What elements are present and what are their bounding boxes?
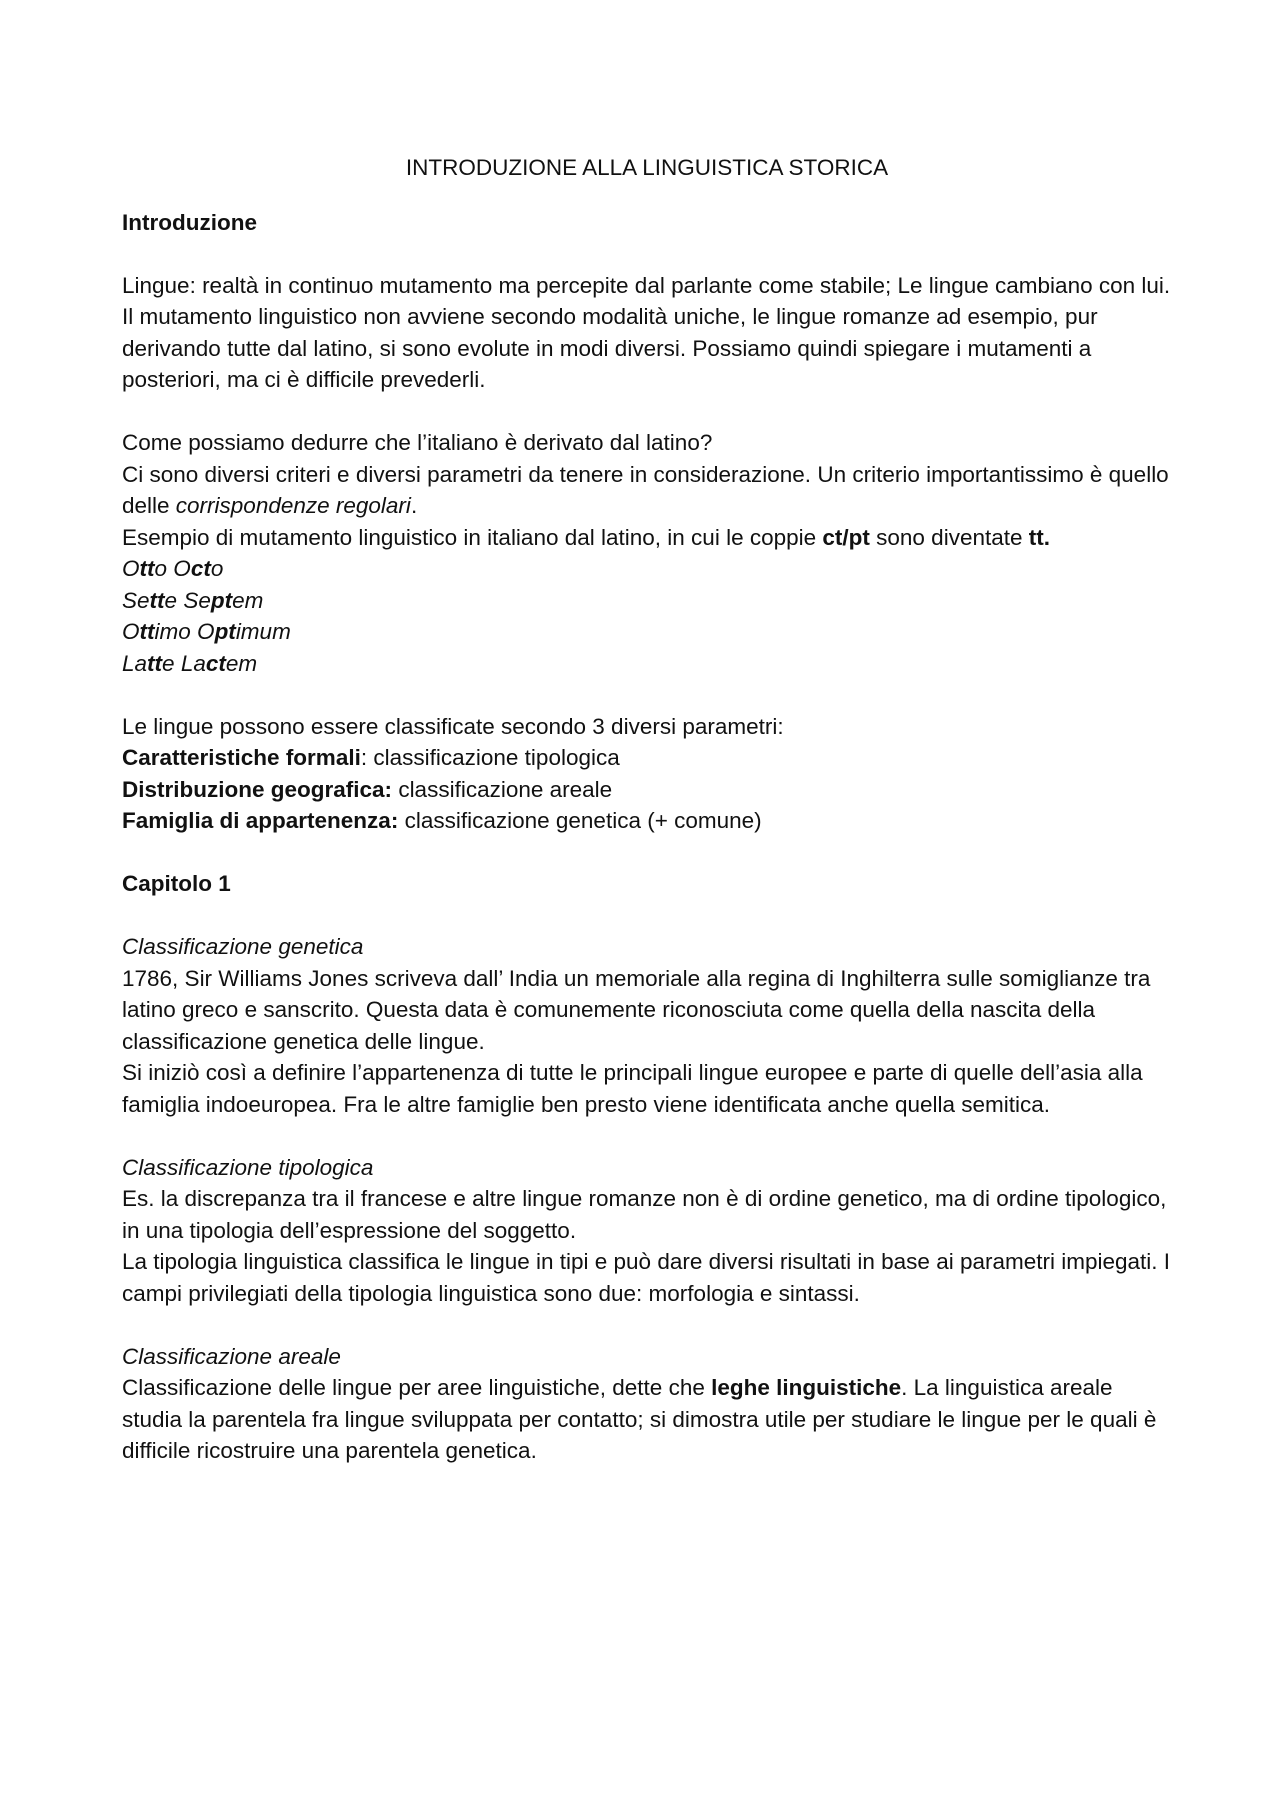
example-row: Otto Octo [122,556,224,581]
parameter-row: Caratteristiche formali: classificazione tipologica [122,745,620,770]
paragraph: 1786, Sir Williams Jones scriveva dall’ India un memoriale alla regina di Inghilterra sulle somiglianze tra latino greco e sanscrito. Questa data è comunemente riconosciuta come quella della nascita della classificazione genetica delle lingue. [122,965,1151,1054]
bold-term: leghe linguistiche [711,1375,902,1400]
paragraph: Esempio di mutamento linguistico in italiano dal latino, in cui le coppie ct/pt sono diventate tt. [122,524,1051,550]
document-page [122,152,1172,1467]
paragraph: Si iniziò così a definire l’appartenenza di tutte le principali lingue europee e parte di quelle dell’asia alla famiglia indoeuropea. Fra le altre famiglie ben presto viene identificata anche quella semitica. [122,1060,1143,1117]
document-title: INTRODUZIONE ALLA LINGUISTICA STORICA [405,155,889,180]
bold-term: ct/pt [822,524,870,550]
paragraph: Lingue: realtà in continuo mutamento ma percepite dal parlante come stabile; Le lingue cambiano con lui. [122,272,1171,298]
paragraph: Come possiamo dedurre che l’italiano è derivato dal latino? [122,430,713,455]
parameter-row: Famiglia di appartenenza: classificazione genetica (+ comune) [122,808,762,833]
paragraph: Classificazione delle lingue per aree linguistiche, dette che leghe linguistiche. La linguistica areale studia la parentela fra lingue sviluppata per contatto; si dimostra utile per studiare le lingue per le quali è difficile ricostruire una parentela genetica. [122,1375,1157,1463]
paragraph: Ci sono diversi criteri e diversi parametri da tenere in considerazione. Un criterio importantissimo è quello delle corrispondenze regolari. [122,461,1169,518]
subsection-title-genetica: Classificazione genetica [122,934,364,959]
parameter-list [122,742,1172,837]
subsection-title-tipologica: Classificazione tipologica [122,1154,374,1180]
bold-term: tt. [1028,524,1051,550]
example-row: Ottimo Optimum [122,619,291,644]
parameter-row: Distribuzione geografica: classificazione areale [122,776,613,802]
paragraph: Le lingue possono essere classificate secondo 3 diversi parametri: [122,713,784,739]
paragraph: Es. la discrepanza tra il francese e altre lingue romanze non è di ordine genetico, ma di ordine tipologico, in una tipologia dell’espressione del soggetto. [122,1186,1167,1243]
example-row: Latte Lactem [122,650,258,676]
section-heading-introduzione: Introduzione [122,209,257,235]
example-row: Sette Septem [122,587,264,613]
paragraph: La tipologia linguistica classifica le lingue in tipi e può dare diversi risultati in base ai parametri impiegati. I campi privilegiati della tipologia linguistica sono due: morfologia e sintassi. [122,1249,1171,1306]
example-list [122,553,1172,679]
subsection-title-areale: Classificazione areale [122,1343,341,1369]
paragraph: Il mutamento linguistico non avviene secondo modalità uniche, le lingue romanze ad esempio, pur derivando tutte dal latino, si sono evolute in modi diversi. Possiamo quindi spiegare i mutamenti a posteriori, ma ci è difficile prevederli. [122,304,1098,392]
section-heading-capitolo-1: Capitolo 1 [122,871,231,896]
italic-term: corrispondenze regolari [175,493,411,518]
